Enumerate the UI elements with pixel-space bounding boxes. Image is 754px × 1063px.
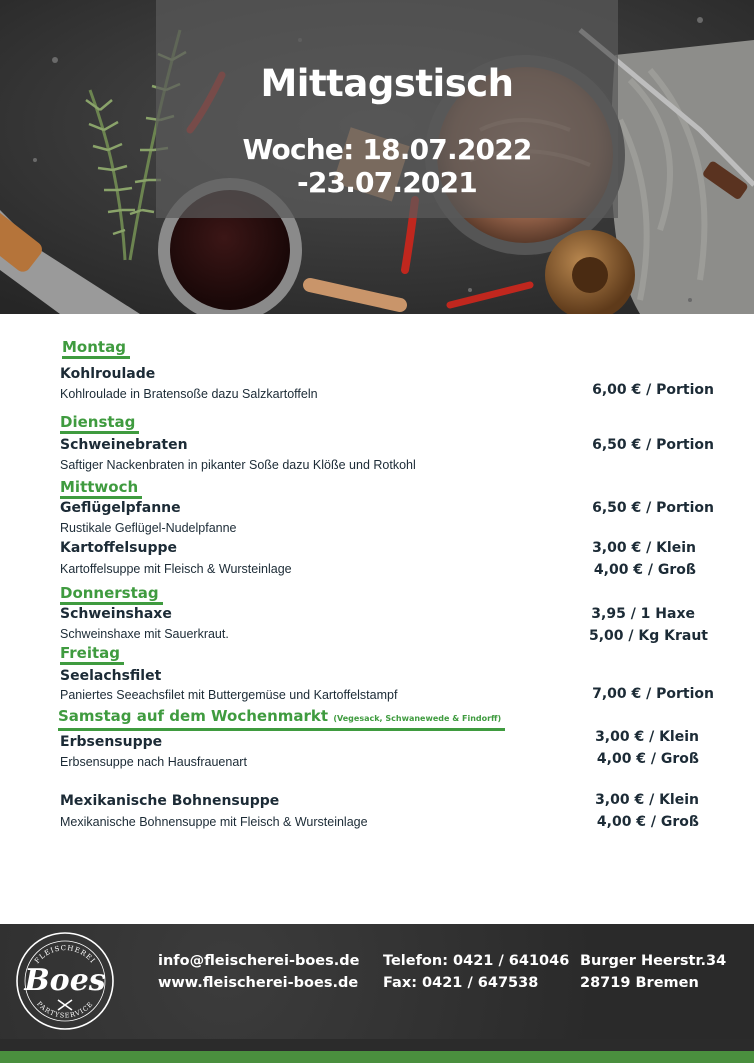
footer-fax: Fax: 0421 / 647538: [383, 975, 539, 991]
dish-description: Mexikanische Bohnensuppe mit Fleisch & Wursteinlage: [60, 815, 368, 829]
dish-description: Schweinshaxe mit Sauerkraut.: [60, 627, 229, 641]
dish-name: Kohlroulade: [60, 366, 156, 382]
dish-price-large: 4,00 € / Groß: [596, 751, 699, 767]
dish-price-small: 3,00 € / Klein: [595, 729, 699, 745]
svg-text:PARTYSERVICE: PARTYSERVICE: [35, 999, 95, 1020]
dish-price-kraut: 5,00 / Kg Kraut: [588, 628, 708, 644]
day-heading-wednesday: Mittwoch: [60, 478, 142, 499]
footer-email[interactable]: info@fleischerei-boes.de: [158, 953, 360, 969]
dish-name: Seelachsfilet: [60, 668, 162, 684]
dish-price: 6,50 € / Portion: [592, 500, 714, 516]
week-range: Woche: 18.07.2022 -23.07.2021: [242, 133, 532, 199]
day-heading-thursday: Donnerstag: [60, 584, 163, 605]
day-heading-friday: Freitag: [60, 644, 124, 665]
dish-name: Mexikanische Bohnensuppe: [60, 793, 280, 809]
market-locations-note: (Vegesack, Schwanewede & Findorff): [333, 714, 502, 723]
day-heading-saturday: [58, 707, 505, 731]
dish-price-large: 4,00 € / Groß: [593, 562, 696, 578]
dish-description: Saftiger Nackenbraten in pikanter Soße dazu Klöße und Rotkohl: [60, 458, 416, 472]
dish-description: Kartoffelsuppe mit Fleisch & Wursteinlage: [60, 562, 292, 576]
footer-street: Burger Heerstr.34: [580, 953, 727, 969]
header-photo: [0, 0, 754, 314]
dish-price-small: 3,00 € / Klein: [595, 792, 699, 808]
dish-description: Erbsensuppe nach Hausfrauenart: [60, 755, 247, 769]
dish-name: Kartoffelsuppe: [60, 540, 177, 556]
dish-description: Rustikale Geflügel-Nudelpfanne: [60, 521, 237, 535]
dish-price: 6,50 € / Portion: [592, 437, 714, 453]
day-heading-tuesday: Dienstag: [60, 413, 139, 434]
svg-text:FLEISCHEREI: FLEISCHEREI: [33, 944, 97, 966]
day-heading-monday: Montag: [62, 338, 130, 359]
boes-logo: [14, 930, 116, 1032]
page-title: Mittagstisch: [260, 62, 514, 105]
dish-description: Kohlroulade in Bratensoße dazu Salzkartoffeln: [60, 387, 318, 401]
dish-price: 6,00 € / Portion: [592, 382, 714, 398]
dish-name: Schweinshaxe: [60, 606, 172, 622]
svg-text:Boes: Boes: [24, 963, 106, 998]
dish-name: Erbsensuppe: [60, 734, 163, 750]
footer-phone[interactable]: Telefon: 0421 / 641046: [383, 953, 570, 969]
dish-name: Geflügelpfanne: [60, 500, 181, 516]
dish-price-haxe: 3,95 / 1 Haxe: [591, 606, 695, 622]
dish-price-large: 4,00 € / Groß: [596, 814, 699, 830]
footer-website[interactable]: www.fleischerei-boes.de: [158, 975, 359, 991]
dish-description: Paniertes Seeachsfilet mit Buttergemüse und Kartoffelstampf: [60, 688, 398, 702]
footer-green-strip: [0, 1039, 754, 1063]
dish-name: Schweinebraten: [60, 437, 188, 453]
dish-price-small: 3,00 € / Klein: [592, 540, 696, 556]
day-heading-saturday-label: Samstag auf dem Wochenmarkt: [58, 707, 329, 725]
footer-city: 28719 Bremen: [580, 975, 699, 991]
dish-price: 7,00 € / Portion: [592, 686, 714, 702]
